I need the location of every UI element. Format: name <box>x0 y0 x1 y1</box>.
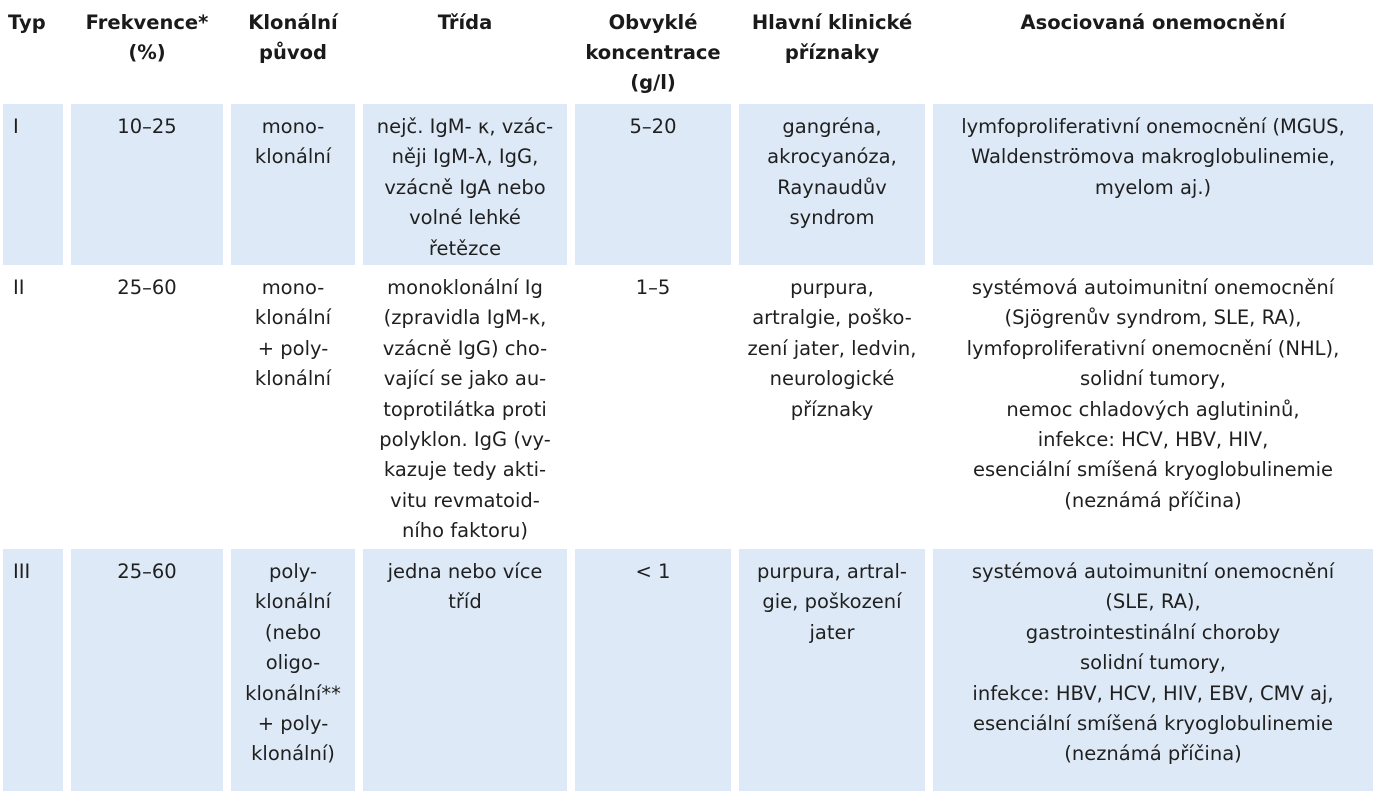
cell-koncentrace: 1–5 <box>635 276 671 299</box>
header-priznaky: Hlavní klinické příznaky <box>751 11 913 64</box>
cell-klonalni-puvod: mono- klonální + poly- klonální <box>254 276 332 391</box>
header-trida: Třída <box>437 11 493 34</box>
cell-onemocneni: systémová autoimunitní onemocnění (Sjögrenův syndrom, SLE, RA), lymfoproliferativní onemocnění (NHL), solidní tumory, nemoc chladových aglutininů, infekce: HCV, HBV, HIV, esenciální smíšená kryoglobulinemie (neznámá příčina) <box>966 276 1340 512</box>
cell-koncentrace: < 1 <box>635 560 671 583</box>
cell-klonalni-puvod: poly- klonální (nebo oligo- klonální** + poly- klonální) <box>245 560 341 766</box>
header-typ: Typ <box>8 11 46 34</box>
cell-trida: nejč. IgM- κ, vzác- něji IgM-λ, IgG, vzácně IgA nebo volné lehké řetězce <box>376 115 554 260</box>
cell-frekvence: 25–60 <box>117 276 177 299</box>
header-klonalni-puvod: Klonální původ <box>248 11 338 64</box>
cell-priznaky: purpura, artral- gie, poškození jater <box>757 560 907 644</box>
cell-frekvence: 10–25 <box>117 115 177 138</box>
cell-trida: monoklonální Ig (zpravidla IgM-κ, vzácně IgG) cho- vající se jako au- toprotilátka proti polyklon. IgG (vy- kazuje tedy akti- vitu revmatoid- ního faktoru) <box>379 276 551 543</box>
header-frekvence: Frekvence* (%) <box>85 11 209 64</box>
cell-typ: I <box>13 115 19 138</box>
cell-typ: III <box>13 560 31 583</box>
cell-priznaky: gangréna, akrocyanóza, Raynaudův syndrom <box>767 115 897 230</box>
header-onemocneni: Asociovaná onemocnění <box>1020 11 1286 34</box>
header-koncentrace: Obvyklé koncentrace (g/l) <box>585 11 721 94</box>
cell-trida: jedna nebo více tříd <box>387 560 543 614</box>
cell-klonalni-puvod: mono- klonální <box>254 115 332 169</box>
cell-koncentrace: 5–20 <box>629 115 677 138</box>
cell-onemocneni: lymfoproliferativní onemocnění (MGUS, Waldenströmova makroglobulinemie, myelom aj.) <box>961 115 1345 199</box>
cell-priznaky: purpura, artralgie, poško- zení jater, ledvin, neurologické příznaky <box>747 276 917 421</box>
cell-onemocneni: systémová autoimunitní onemocnění (SLE, RA), gastrointestinální choroby solidní tumory, infekce: HBV, HCV, HIV, EBV, CMV aj, esenciální smíšená kryoglobulinemie (neznámá příčina) <box>971 560 1335 766</box>
cell-frekvence: 25–60 <box>117 560 177 583</box>
cell-typ: II <box>13 276 25 299</box>
